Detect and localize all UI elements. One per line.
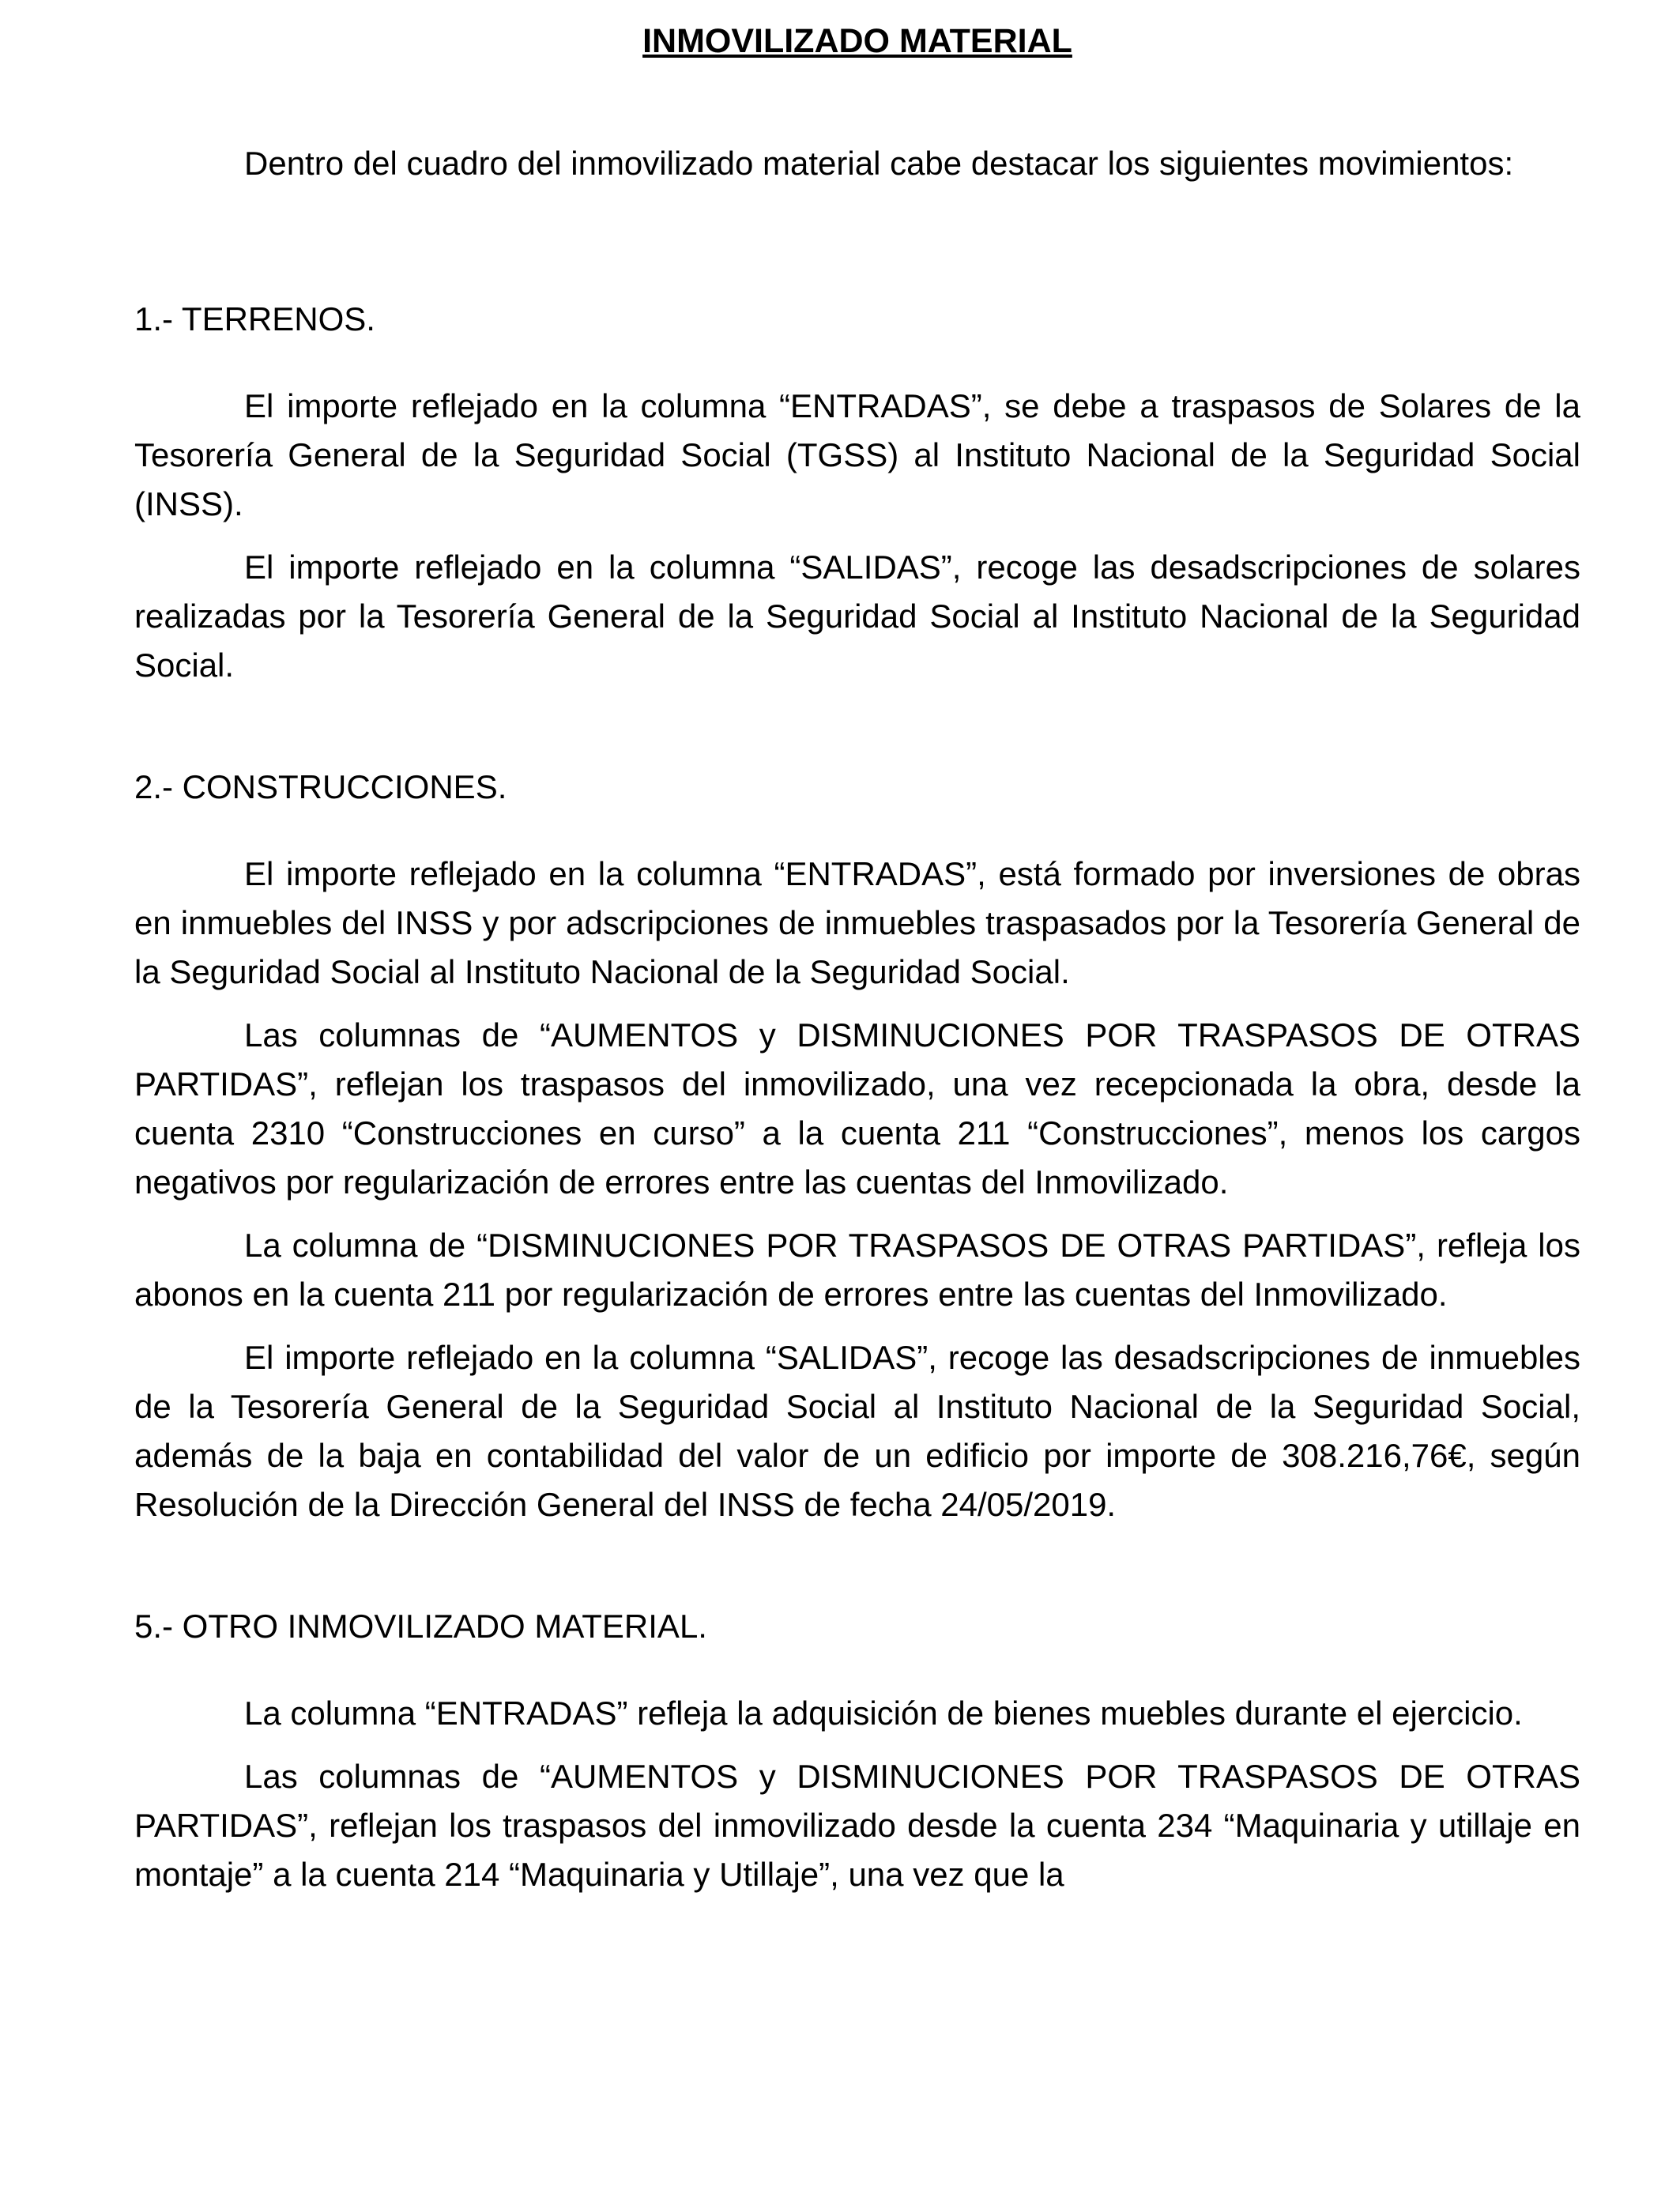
section-paragraph: Las columnas de “AUMENTOS y DISMINUCIONES POR TRASPASOS DE OTRAS PARTIDAS”, reflejan los traspasos del inmovilizado, una vez recepcionada la obra, desde la cuenta 2310 “Construcciones en curso” a la cuenta 211 “Construcciones”, menos los cargos negativos por regularización de errores entre las cuentas del Inmovilizado.	[134, 1016, 1580, 1201]
page-title: INMOVILIZADO MATERIAL	[642, 22, 1072, 60]
section-construcciones	[134, 763, 1580, 1529]
section-otro-inmovilizado	[134, 1602, 1580, 1899]
section-heading: 2.- CONSTRUCCIONES.	[134, 768, 507, 805]
section-heading: 1.- TERRENOS.	[134, 300, 375, 337]
section-paragraph: El importe reflejado en la columna “ENTRADAS”, se debe a traspasos de Solares de la Tesorería General de la Seguridad Social (TGSS) al Instituto Nacional de la Seguridad Social (INSS).	[134, 387, 1580, 522]
section-heading: 5.- OTRO INMOVILIZADO MATERIAL.	[134, 1608, 707, 1645]
section-paragraph: El importe reflejado en la columna “SALIDAS”, recoge las desadscripciones de solares realizadas por la Tesorería General de la Seguridad Social al Instituto Nacional de la Seguridad Social.	[134, 548, 1580, 684]
intro-paragraph: Dentro del cuadro del inmovilizado material cabe destacar los siguientes movimientos:	[244, 145, 1514, 182]
section-paragraph: La columna de “DISMINUCIONES POR TRASPASOS DE OTRAS PARTIDAS”, refleja los abonos en la cuenta 211 por regularización de errores entre las cuentas del Inmovilizado.	[134, 1227, 1580, 1313]
section-paragraph: Las columnas de “AUMENTOS y DISMINUCIONES POR TRASPASOS DE OTRAS PARTIDAS”, reflejan los traspasos del inmovilizado desde la cuenta 234 “Maquinaria y utillaje en montaje” a la cuenta 214 “Maquinaria y Utillaje”, una vez que la	[134, 1758, 1580, 1893]
document-page	[134, 0, 1580, 1899]
section-terrenos	[134, 295, 1580, 690]
section-paragraph: El importe reflejado en la columna “ENTRADAS”, está formado por inversiones de obras en inmuebles del INSS y por adscripciones de inmuebles traspasados por la Tesorería General de la Seguridad Social al Instituto Nacional de la Seguridad Social.	[134, 855, 1580, 990]
section-paragraph: La columna “ENTRADAS” refleja la adquisición de bienes muebles durante el ejercicio.	[244, 1695, 1523, 1732]
section-paragraph: El importe reflejado en la columna “SALIDAS”, recoge las desadscripciones de inmuebles de la Tesorería General de la Seguridad Social al Instituto Nacional de la Seguridad Social, además de la baja en contabilidad del valor de un edificio por importe de 308.216,76€, según Resolución de la Dirección General del INSS de fecha 24/05/2019.	[134, 1339, 1580, 1523]
